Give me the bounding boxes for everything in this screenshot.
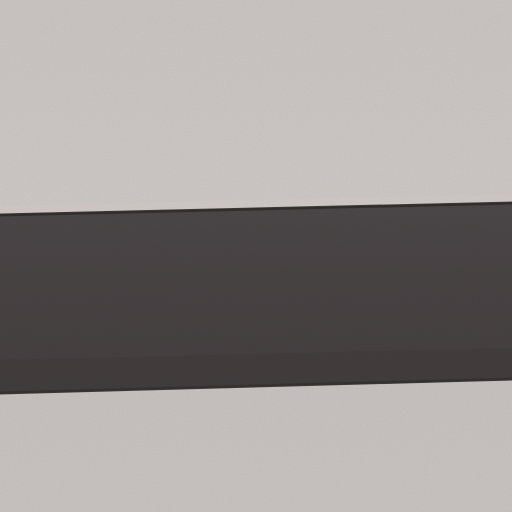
lower-light-surface xyxy=(0,380,512,512)
upper-light-surface xyxy=(0,0,512,216)
